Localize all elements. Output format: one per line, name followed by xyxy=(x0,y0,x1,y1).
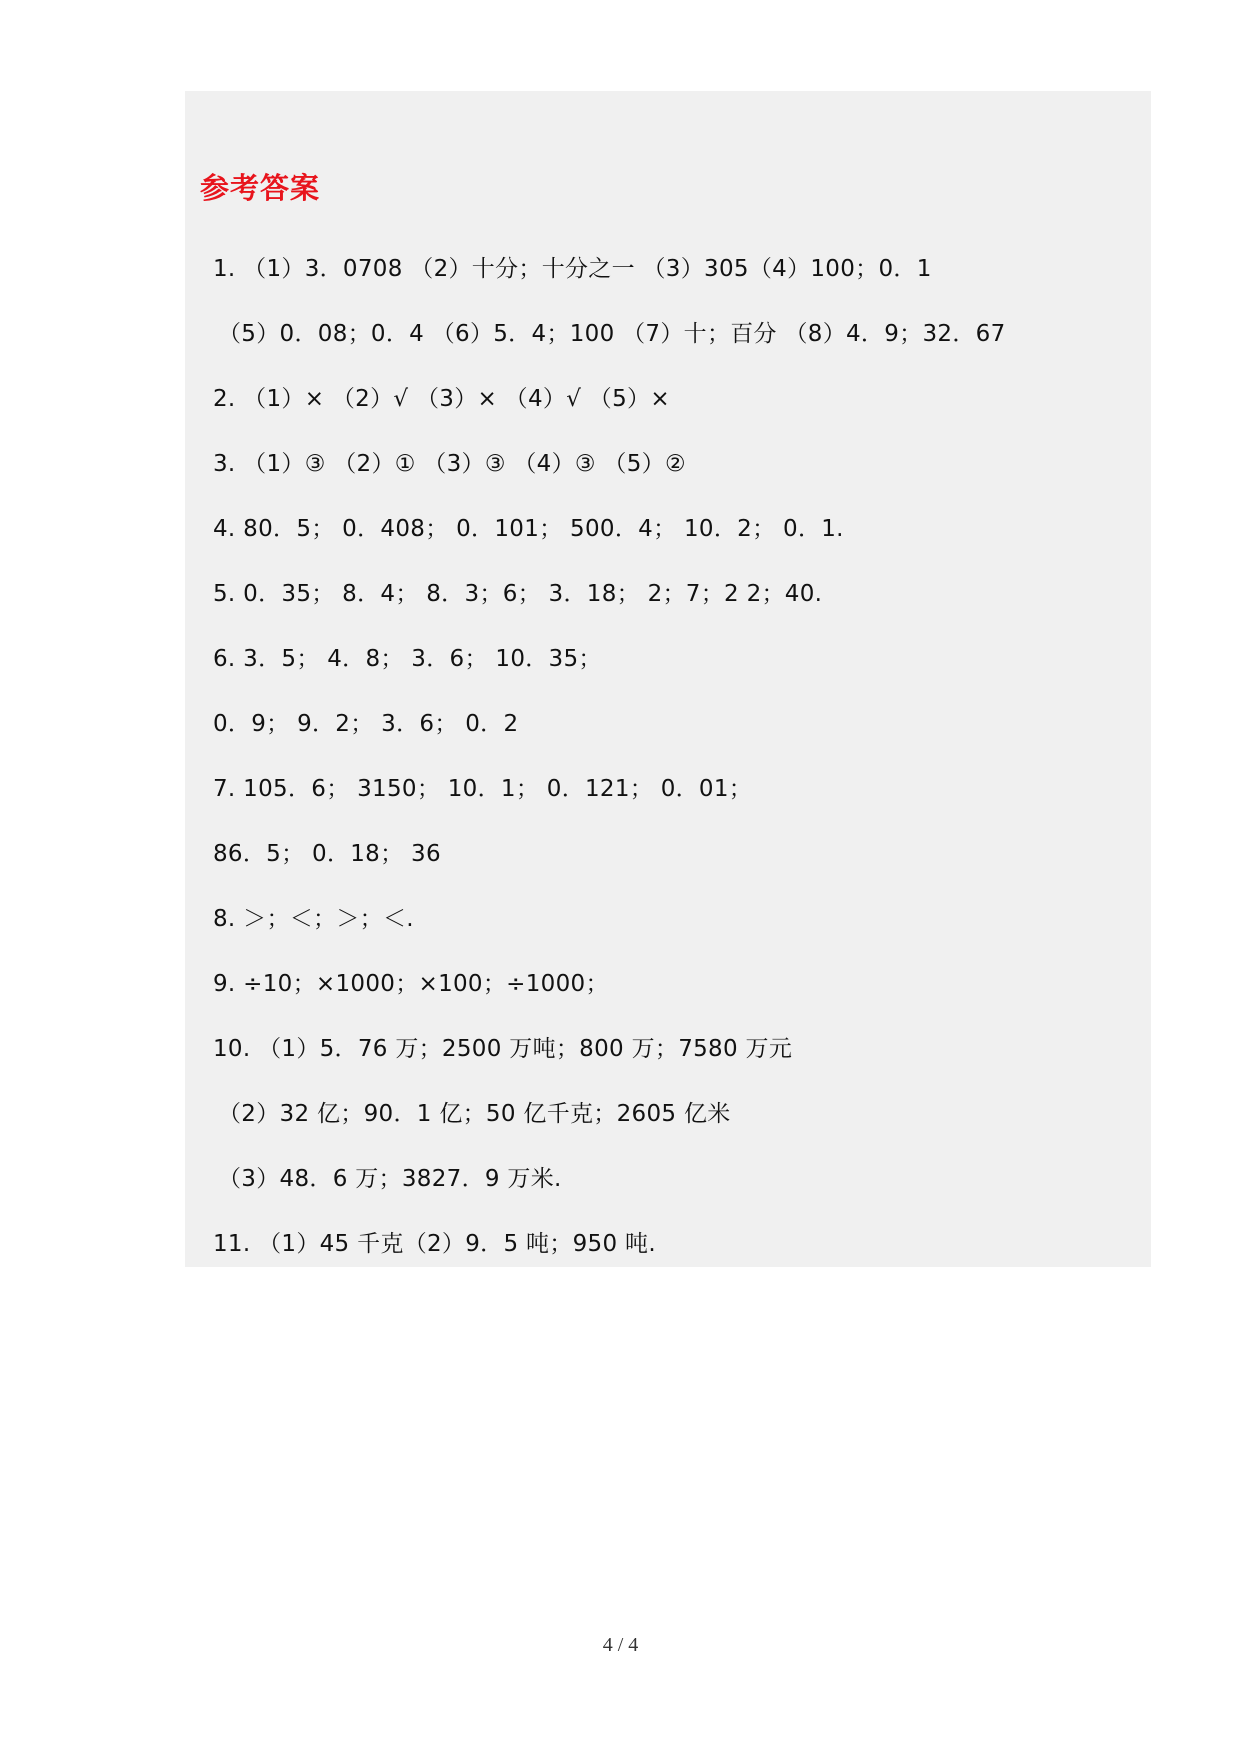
answer-line-6: 5. 0．35； 8．4； 8．3；6； 3．18； 2；7；2 2；40. xyxy=(213,581,823,607)
answer-line-15: （3）48．6 万；3827．9 万米. xyxy=(218,1166,562,1192)
answer-line-2: （5）0．08；0．4 （6）5．4；100 （7）十；百分 （8）4．9；32．67 xyxy=(218,321,1006,347)
answer-line-14: （2）32 亿；90．1 亿；50 亿千克；2605 亿米 xyxy=(218,1101,731,1127)
answer-line-5: 4. 80．5； 0．408； 0．101； 500．4； 10．2； 0．1. xyxy=(213,516,844,542)
answer-line-10: 86．5； 0．18； 36 xyxy=(213,841,441,867)
answer-line-4: 3. （1）③ （2）① （3）③ （4）③ （5）② xyxy=(213,451,686,477)
answer-line-1: 1. （1）3．0708 （2）十分；十分之一 （3）305（4）100；0．1 xyxy=(213,256,932,282)
answer-line-12: 9. ÷10；×1000；×100；÷1000； xyxy=(213,971,609,997)
answer-line-11: 8. ＞；＜；＞；＜. xyxy=(213,906,414,932)
answer-line-3: 2. （1）× （2）√ （3）× （4）√ （5）× xyxy=(213,386,670,412)
answer-line-7: 6. 3．5； 4．8； 3．6； 10．35； xyxy=(213,646,602,672)
answer-heading: 参考答案 xyxy=(200,171,321,205)
answer-line-13: 10. （1）5．76 万；2500 万吨；800 万；7580 万元 xyxy=(213,1036,793,1062)
page-number: 4 / 4 xyxy=(602,1634,639,1656)
answer-line-16: 11. （1）45 千克（2）9．5 吨；950 吨. xyxy=(213,1231,656,1257)
answer-line-8: 0．9； 9．2； 3．6； 0．2 xyxy=(213,711,519,737)
answer-line-9: 7. 105．6； 3150； 10．1； 0．121； 0．01； xyxy=(213,776,753,802)
